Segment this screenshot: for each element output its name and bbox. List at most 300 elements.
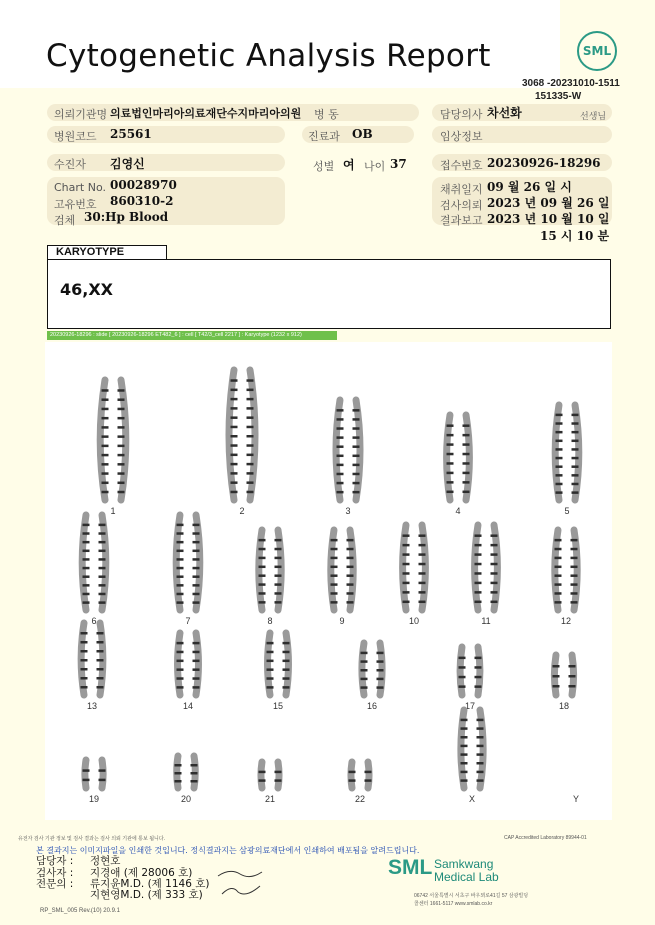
- chromosome-band: [231, 389, 238, 392]
- chromosome-band: [337, 491, 344, 494]
- chromosome-band: [347, 548, 354, 551]
- chromosome-band: [331, 566, 338, 569]
- chromosome-band: [283, 642, 290, 645]
- chromosome-band: [275, 548, 282, 551]
- chromosome-band: [491, 553, 498, 556]
- chromosome-band: [83, 593, 90, 596]
- collection-value: 09 월 26 일 시: [487, 180, 572, 194]
- chromosome-band: [231, 426, 238, 429]
- chromosome-band: [331, 574, 338, 577]
- chromosome-band: [259, 548, 266, 551]
- chromosome-band: [177, 668, 184, 671]
- chromosome-band: [555, 601, 562, 604]
- chromosome-band: [81, 650, 88, 653]
- request-value: 2023 년 09 월 26 일: [487, 196, 610, 210]
- chromosome-band: [83, 779, 90, 782]
- specimen-value: 30:Hp Blood: [84, 210, 169, 224]
- chromosome-band: [447, 481, 454, 484]
- chromosome-band: [99, 584, 106, 587]
- chromosome-band: [102, 482, 109, 485]
- chromosome-band: [231, 491, 238, 494]
- chromosome-band: [177, 601, 184, 604]
- chromosome-band: [83, 541, 90, 544]
- chromosome-band: [347, 601, 354, 604]
- chromosome-band: [83, 567, 90, 570]
- chromosome-band: [337, 418, 344, 421]
- chromosome-band: [177, 541, 184, 544]
- chromosome-band: [572, 422, 579, 425]
- chromosome-band: [461, 719, 468, 722]
- chromosome-band: [97, 632, 104, 635]
- report-time-value: 15 시 10 분: [540, 229, 610, 243]
- chromosome-band: [337, 455, 344, 458]
- chromosome-band: [99, 524, 106, 527]
- chromosome-band: [459, 666, 466, 669]
- chromosome-band: [337, 445, 344, 448]
- chromosome-band: [83, 769, 90, 772]
- chromosome-band: [556, 414, 563, 417]
- chromosome-band: [365, 779, 372, 782]
- chromosome-band: [571, 557, 578, 560]
- institution-value: 의료법인마리아의료재단수지마리아의원: [110, 107, 302, 120]
- chromosome-band: [347, 557, 354, 560]
- chromosome-band: [475, 563, 482, 566]
- chromosome-band: [283, 651, 290, 654]
- chromosome-label-20: 20: [180, 794, 192, 804]
- chromosome-band: [193, 524, 200, 527]
- request-label: 검사의뢰: [440, 199, 483, 212]
- chromosome-band: [102, 463, 109, 466]
- chromosome-band: [177, 651, 184, 654]
- chromosome-band: [475, 544, 482, 547]
- chromosome-band: [555, 592, 562, 595]
- chromosome-band: [118, 398, 125, 401]
- chromosome-band: [259, 539, 266, 542]
- chromosome-band: [193, 677, 200, 680]
- chromosome-pair-4: [447, 415, 470, 516]
- chromosome-band: [555, 548, 562, 551]
- chromosome-band: [419, 572, 426, 575]
- chromosome-band: [555, 574, 562, 577]
- chromosome-band: [247, 389, 254, 392]
- chromosome-band: [231, 407, 238, 410]
- chromosome-pair-3: [336, 400, 360, 516]
- chromosome-band: [569, 685, 576, 688]
- hospital-code-label: 병원코드: [54, 130, 97, 143]
- chromosome-band: [97, 650, 104, 653]
- chromosome-band: [283, 668, 290, 671]
- chromosome-band: [553, 685, 560, 688]
- chromosome-band: [353, 418, 360, 421]
- chromosome-band: [193, 668, 200, 671]
- chromosome-band: [231, 481, 238, 484]
- chromosome-band: [447, 453, 454, 456]
- chromosome-band: [571, 592, 578, 595]
- chromosome-band: [331, 548, 338, 551]
- specialist-value-2: 지현영M.D. (제 333 호): [90, 889, 203, 901]
- chromosome-band: [283, 686, 290, 689]
- chromosome-band: [267, 642, 274, 645]
- karyogram: [45, 342, 612, 820]
- chromosome-band: [247, 416, 254, 419]
- chromosome-band: [231, 444, 238, 447]
- chromosome: [555, 405, 559, 500]
- chromosome-label-16: 16: [366, 701, 378, 711]
- chromosome-pair-16: [361, 643, 384, 711]
- chromosome-band: [461, 779, 468, 782]
- chromosome-band: [177, 558, 184, 561]
- chromosome: [475, 525, 478, 610]
- chromosome-band: [555, 539, 562, 542]
- chromosome-band: [477, 753, 484, 756]
- chromosome-band: [275, 557, 282, 560]
- chromosome-band: [459, 657, 466, 660]
- chromosome-band: [463, 424, 470, 427]
- chromosome-band: [81, 686, 88, 689]
- chromosome-band: [461, 753, 468, 756]
- chromosome-band: [118, 417, 125, 420]
- chromosome-label-15: 15: [272, 701, 284, 711]
- chromosome-band: [447, 443, 454, 446]
- clinical-info-label: 임상정보: [440, 130, 483, 143]
- chromosome-band: [556, 431, 563, 434]
- chromosome-band: [83, 524, 90, 527]
- chromosome-band: [83, 601, 90, 604]
- chromosome-pair-6: [82, 515, 106, 626]
- chromosome-band: [361, 669, 368, 672]
- chromosome-band: [102, 389, 109, 392]
- chromosome-band: [403, 582, 410, 585]
- patient-label: 수진자: [54, 158, 86, 171]
- chromosome-band: [361, 686, 368, 689]
- chromosome-band: [475, 685, 482, 688]
- chromosome-label-7: 7: [185, 616, 191, 626]
- chromosome-band: [463, 434, 470, 437]
- chromosome-label-3: 3: [345, 506, 351, 516]
- chromosome-label-Y: Y: [572, 794, 580, 804]
- chromosome-band: [491, 601, 498, 604]
- chromosome-band: [97, 668, 104, 671]
- chromosome: [82, 515, 86, 610]
- sex-value: 여: [343, 158, 355, 172]
- chromosome-band: [247, 463, 254, 466]
- specialist-label: 전문의 :: [36, 878, 74, 890]
- manager-value: 정현호: [90, 855, 121, 867]
- chromosome-band: [353, 427, 360, 430]
- chromosome-band: [99, 567, 106, 570]
- chromosome: [259, 530, 262, 610]
- sex-label: 성별: [313, 160, 335, 173]
- chromosome-band: [177, 575, 184, 578]
- chromosome-label-14: 14: [182, 701, 194, 711]
- chromosome-band: [102, 445, 109, 448]
- chromosome-label-9: 9: [339, 616, 345, 626]
- chromosome-band: [231, 463, 238, 466]
- karyotype-box: [47, 259, 611, 329]
- chromosome: [575, 405, 579, 500]
- chromosome-band: [81, 632, 88, 635]
- chromosome-band: [97, 659, 104, 662]
- chromosome-band: [461, 727, 468, 730]
- chromosome-band: [267, 668, 274, 671]
- chromosome-band: [353, 445, 360, 448]
- chromosome-band: [491, 563, 498, 566]
- chromosome-band: [247, 481, 254, 484]
- chromosome: [447, 415, 450, 500]
- chromosome-band: [419, 563, 426, 566]
- chromosome-band: [83, 558, 90, 561]
- chromosome-band: [275, 771, 282, 774]
- chromosome-band: [477, 779, 484, 782]
- chromosome: [85, 760, 86, 788]
- chromosome-band: [193, 567, 200, 570]
- chromosome-pair-19: [83, 760, 106, 804]
- chromosome-band: [102, 426, 109, 429]
- chromosome-band: [99, 541, 106, 544]
- chromosome-pair-2: [229, 370, 255, 516]
- chromosome-band: [259, 566, 266, 569]
- chromosome-band: [191, 764, 198, 767]
- chromosome-pair-10: [403, 525, 426, 626]
- chromosome-band: [275, 592, 282, 595]
- chromosome-band: [403, 591, 410, 594]
- chromosome-band: [259, 779, 266, 782]
- chromosome-band: [99, 558, 106, 561]
- chromosome-band: [193, 575, 200, 578]
- chromosome-band: [193, 584, 200, 587]
- chromosome-band: [175, 780, 182, 783]
- chromosome-pair-8: [259, 530, 282, 626]
- chromosome-band: [459, 685, 466, 688]
- chromosome: [278, 530, 281, 610]
- lab-name-line-1: Samkwang: [434, 857, 494, 871]
- department-label: 진료과: [308, 130, 340, 143]
- chromosome-band: [475, 657, 482, 660]
- chromosome-label-11: 11: [481, 616, 491, 626]
- chromosome-band: [83, 584, 90, 587]
- chromosome-band: [247, 398, 254, 401]
- chromosome-pair-18: [553, 655, 576, 711]
- chromosome-band: [331, 583, 338, 586]
- report-number: 3068 -20231010-1511: [522, 78, 620, 89]
- chromosome-band: [571, 574, 578, 577]
- chromosome-band: [447, 434, 454, 437]
- chromosome-band: [97, 677, 104, 680]
- chromosome-band: [347, 574, 354, 577]
- chromosome-band: [377, 678, 384, 681]
- chromosome-band: [177, 686, 184, 689]
- chromosome-band: [275, 779, 282, 782]
- chromosome-band: [361, 678, 368, 681]
- chromosome-band: [477, 736, 484, 739]
- chromosome-band: [337, 436, 344, 439]
- chromosome: [102, 760, 103, 788]
- sml-logo: SML: [577, 31, 617, 71]
- chromosome-band: [377, 652, 384, 655]
- chromosome-band: [247, 472, 254, 475]
- chromosome-band: [247, 435, 254, 438]
- chromosome-band: [556, 465, 563, 468]
- chromosome-band: [118, 463, 125, 466]
- chromosome-band: [491, 544, 498, 547]
- chromosome-pair-12: [555, 530, 578, 626]
- chromosome: [494, 525, 497, 610]
- chromosome: [555, 530, 558, 610]
- chromosome-band: [193, 541, 200, 544]
- chromosome-band: [247, 407, 254, 410]
- chromosome-band: [118, 472, 125, 475]
- chromosome-band: [83, 532, 90, 535]
- report-number-suffix: 151335-W: [535, 91, 582, 102]
- chromosome-band: [118, 491, 125, 494]
- chromosome: [336, 400, 340, 500]
- collection-label: 채취일지: [440, 183, 483, 196]
- chromosome-band: [461, 771, 468, 774]
- chromosome-band: [275, 539, 282, 542]
- chromosome-band: [419, 591, 426, 594]
- chromosome-band: [463, 481, 470, 484]
- chromosome-band: [99, 532, 106, 535]
- chromosome-label-8: 8: [267, 616, 273, 626]
- chromosome: [196, 515, 200, 610]
- chromosome-band: [556, 448, 563, 451]
- chromosome-band: [267, 651, 274, 654]
- report-date-label: 결과보고: [440, 214, 483, 227]
- chromosome-band: [377, 669, 384, 672]
- chromosome-band: [283, 660, 290, 663]
- chromosome-band: [571, 548, 578, 551]
- lab-logo: SML: [388, 856, 433, 879]
- chromosome-band: [331, 601, 338, 604]
- chromosome-band: [419, 544, 426, 547]
- chromosome-band: [175, 772, 182, 775]
- chromosome-band: [331, 557, 338, 560]
- lab-name: [434, 858, 499, 884]
- chromosome-band: [259, 574, 266, 577]
- chromosome-band: [81, 677, 88, 680]
- chromosome: [368, 762, 369, 788]
- chromosome-band: [118, 445, 125, 448]
- chromosome: [176, 515, 180, 610]
- chromosome-band: [491, 582, 498, 585]
- chromosome-band: [267, 686, 274, 689]
- chromosome-band: [475, 676, 482, 679]
- chromosome-band: [177, 642, 184, 645]
- chromosome-label-12: 12: [560, 616, 572, 626]
- chromosome-band: [556, 491, 563, 494]
- chromosome-band: [419, 601, 426, 604]
- chromosome-band: [193, 660, 200, 663]
- chromosome-band: [231, 416, 238, 419]
- chromosome-band: [193, 642, 200, 645]
- chromosome-band: [477, 762, 484, 765]
- chromosome-band: [463, 491, 470, 494]
- chromosome-band: [353, 455, 360, 458]
- chromosome-label-4: 4: [455, 506, 461, 516]
- chromosome-band: [99, 779, 106, 782]
- tester-label: 검사자 :: [36, 867, 74, 879]
- chromosome-band: [193, 686, 200, 689]
- chromosome: [351, 762, 352, 788]
- chromosome-band: [102, 472, 109, 475]
- chromosome-band: [259, 557, 266, 560]
- chromosome-band: [419, 553, 426, 556]
- age-label: 나이: [364, 160, 386, 173]
- chromosome-band: [331, 539, 338, 542]
- chromosome-band: [177, 532, 184, 535]
- chromosome-band: [102, 408, 109, 411]
- chromosome-band: [193, 601, 200, 604]
- chromosome-band: [461, 736, 468, 739]
- chromosome-band: [571, 583, 578, 586]
- chromosome-label-1: 1: [110, 506, 116, 516]
- chromosome-band: [231, 435, 238, 438]
- chromosome-pair-17: [459, 647, 482, 711]
- chromosome-band: [572, 465, 579, 468]
- chromosome-pair-15: [267, 633, 290, 711]
- chromosome-band: [193, 558, 200, 561]
- chromosome-band: [275, 566, 282, 569]
- chromosome-band: [447, 462, 454, 465]
- chromosome-band: [571, 566, 578, 569]
- chromosome-band: [102, 491, 109, 494]
- report-title: Cytogenetic Analysis Report: [46, 38, 491, 74]
- chromosome-band: [361, 652, 368, 655]
- chromosome-label-2: 2: [239, 506, 245, 516]
- chromosome-band: [419, 582, 426, 585]
- tester-value: 지경애 (제 28006 호): [90, 867, 193, 879]
- chromosome-band: [118, 408, 125, 411]
- chromosome-band: [231, 472, 238, 475]
- chromosome-pair-13: [81, 623, 104, 711]
- lab-name-line-2: Medical Lab: [434, 870, 499, 884]
- chromosome-band: [259, 771, 266, 774]
- specialist-value-1: 류지윤M.D. (제 1146 호): [90, 878, 210, 890]
- chromosome-band: [461, 762, 468, 765]
- chromosome-band: [361, 660, 368, 663]
- chart-no-label: Chart No.: [54, 181, 106, 194]
- chromosome-band: [83, 575, 90, 578]
- chromosome-label-X: X: [468, 794, 476, 804]
- chromosome-band: [99, 601, 106, 604]
- chromosome-band: [118, 426, 125, 429]
- chromosome-band: [177, 593, 184, 596]
- chromosome-band: [403, 563, 410, 566]
- chromosome-band: [347, 539, 354, 542]
- doctor-label: 담당의사: [440, 108, 483, 121]
- chromosome-band: [447, 424, 454, 427]
- chromosome-band: [175, 764, 182, 767]
- chromosome-band: [347, 566, 354, 569]
- chromosome-band: [571, 539, 578, 542]
- chromosome-band: [572, 457, 579, 460]
- chromosome-band: [353, 436, 360, 439]
- chromosome-band: [97, 641, 104, 644]
- chromosome-band: [569, 665, 576, 668]
- footer-code: RP_SML_005 Rev.(10) 20.9.1: [40, 908, 120, 914]
- chromosome-band: [231, 454, 238, 457]
- chromosome-band: [231, 398, 238, 401]
- chromosome-band: [337, 473, 344, 476]
- signature: [214, 866, 266, 900]
- chromosome-band: [463, 443, 470, 446]
- chromosome-band: [259, 592, 266, 595]
- accreditation-text: CAP Accredited Laboratory 89944-01: [504, 835, 587, 841]
- chromosome-band: [349, 771, 356, 774]
- chromosome-band: [475, 591, 482, 594]
- department-value: OB: [352, 127, 373, 141]
- chromosome-band: [377, 660, 384, 663]
